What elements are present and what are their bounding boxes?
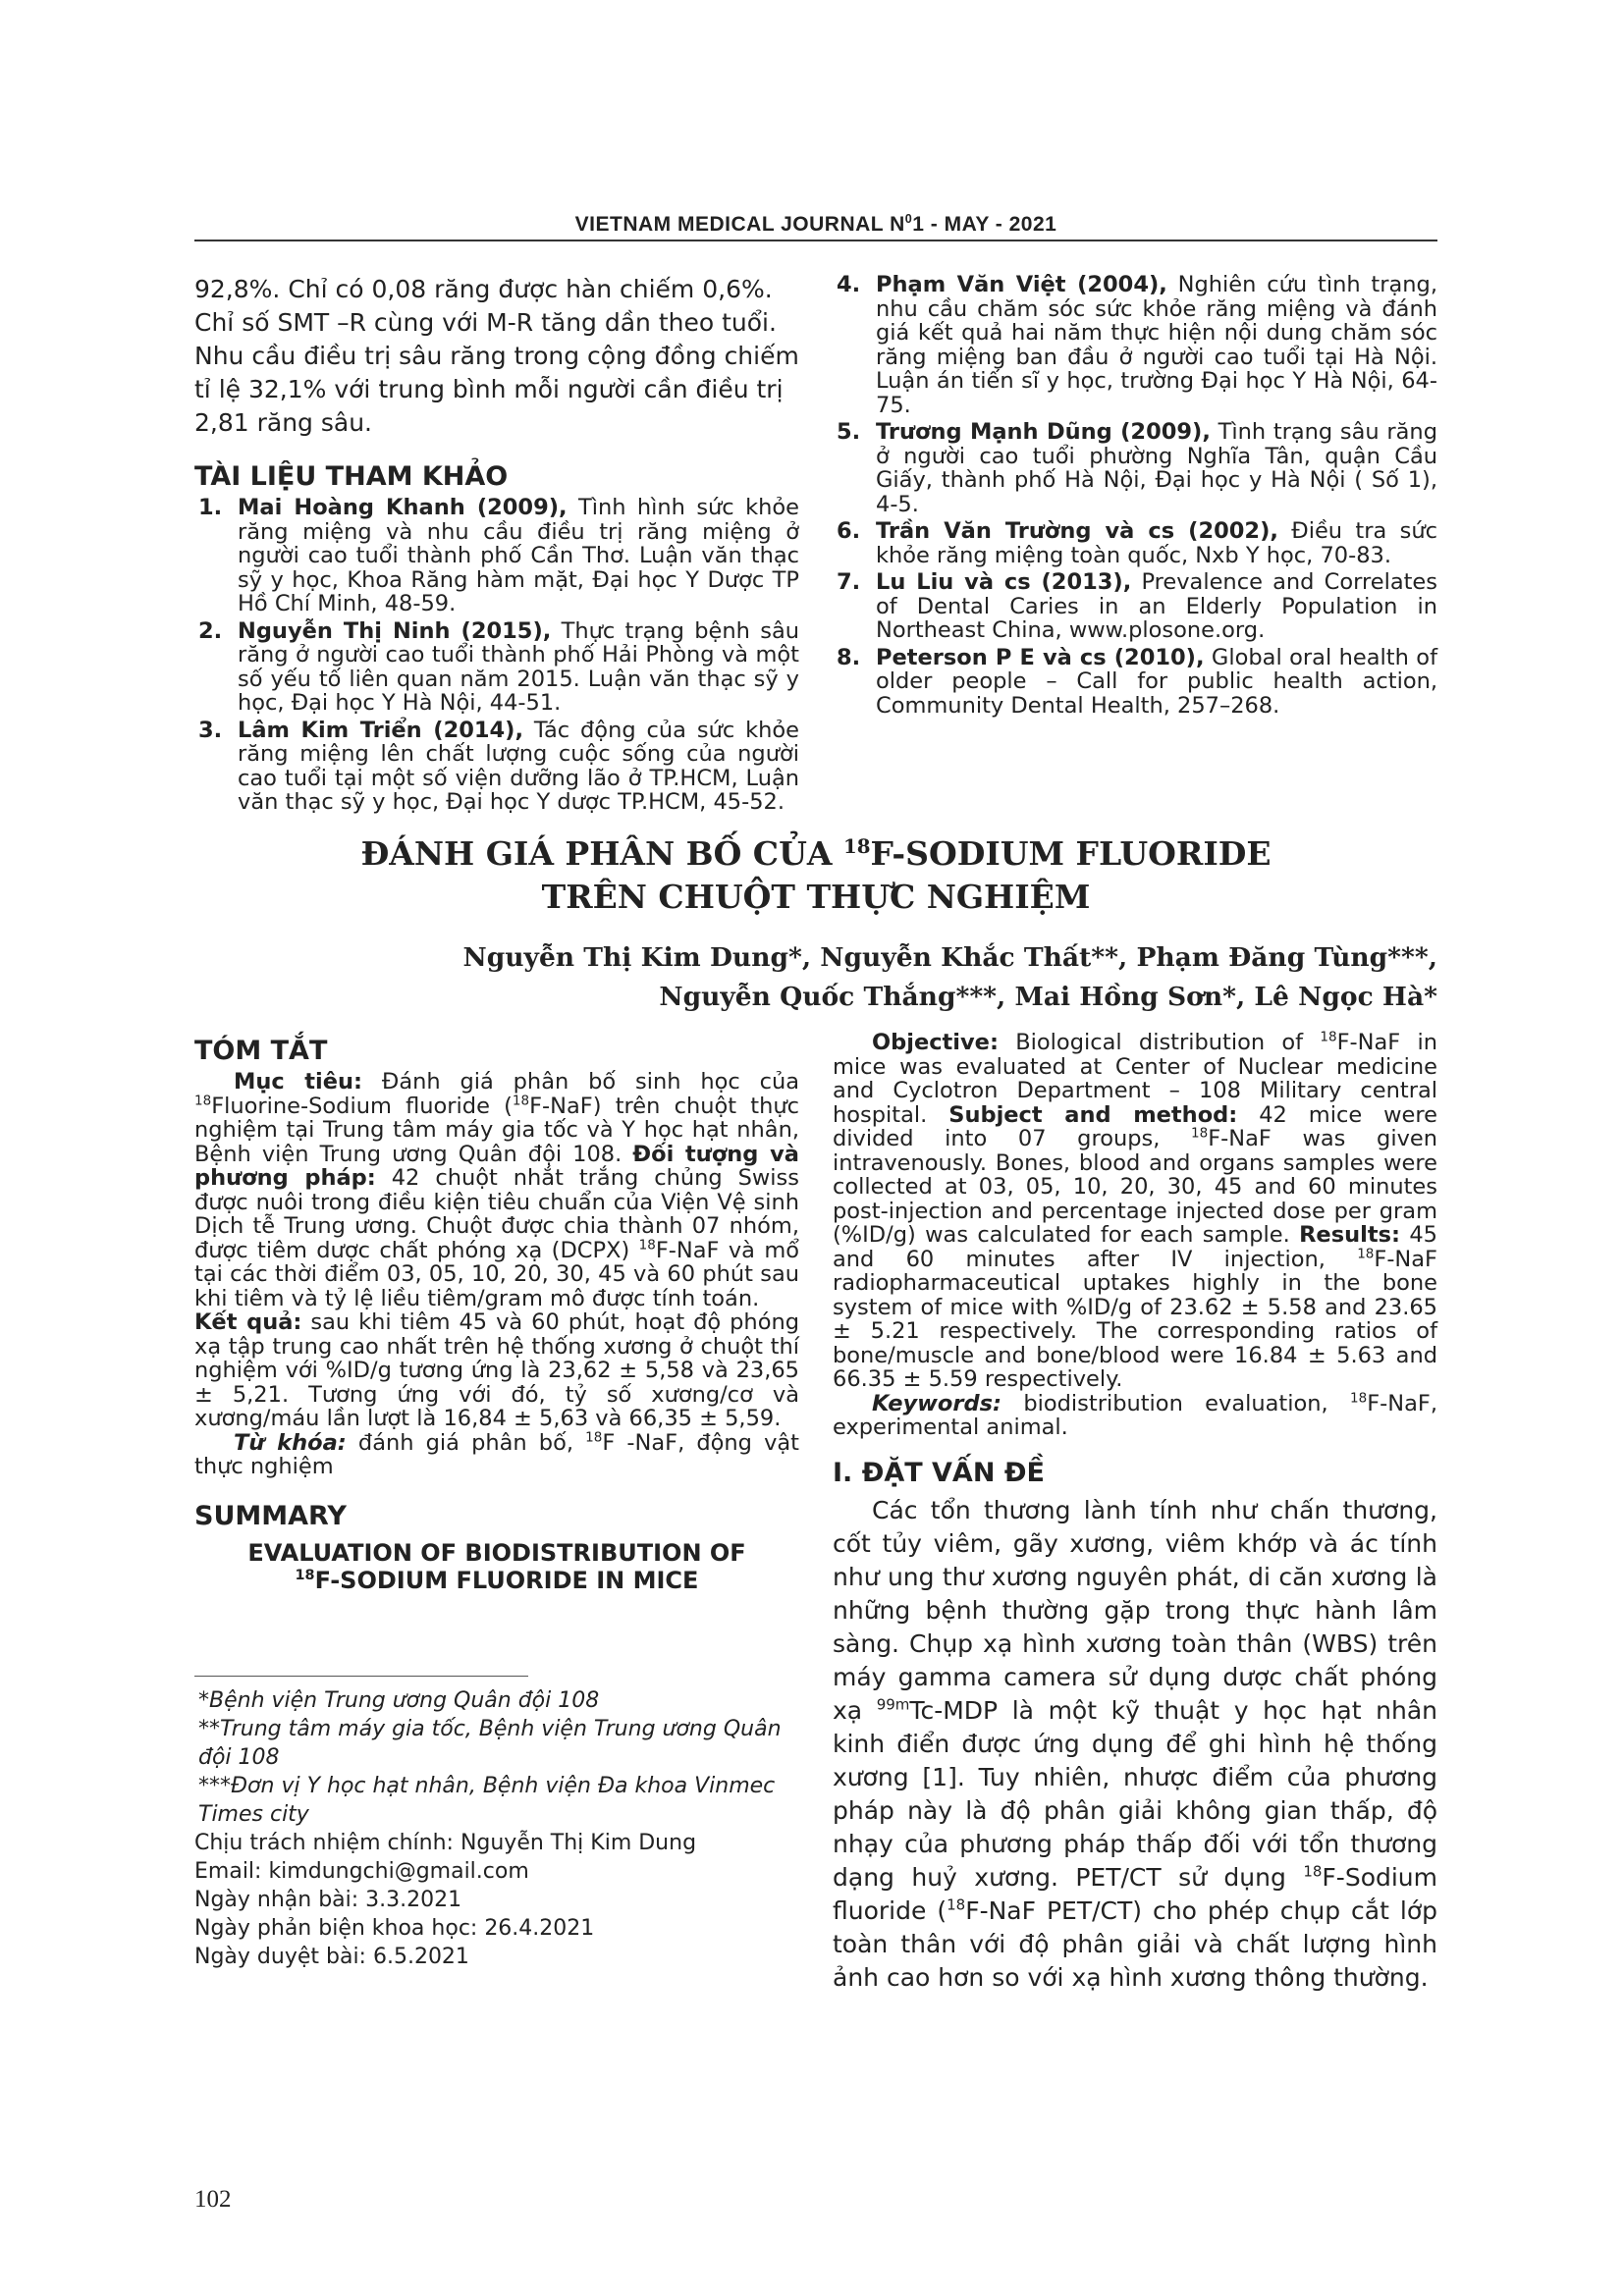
abstract-vi-body: Mục tiêu: Đánh giá phân bố sinh học của $^{18}$Fluorine-Sodium fluoride ($^{18}$F-NaF) trên chuột thực nghiệm tại Trung tâm máy gia tốc và Y học hạt nhân, Bệnh viện Trung ương Quân đội 108. Đối tượng và phương pháp: 42 chuột nhắt trắng chủng Swiss được nuôi trong điều kiện tiêu chuẩn của Viện Vệ sinh Dịch tễ Trung ương. Chuột được chia thành 07 nhóm, được tiêm dược chất phóng xạ (DCPX) $^{18}$F-NaF và mổ tại các thời điểm 03, 05, 10, 20, 30, 45 và 60 phút sau khi tiêm và tỷ lệ liều tiêm/gram mô được tính toán. Kết quả: sau khi tiêm 45 và 60 phút, hoạt độ phóng xạ tập trung cao nhất trên hệ thống xương ở chuột thí nghiệm với %ID/g tương ứng là 23,62 ± 5,58 và 23,65 ± 5,21. Tương ứng với đó, tỷ số xương/cơ và xương/máu lần lượt là 16,84 ± 5,63 và 66,35 ± 5,59. (194, 1069, 800, 1431)
contact-email: Email: kimdungchi@gmail.com (194, 1859, 529, 1884)
reference-item: 2. Nguyễn Thị Ninh (2015), Thực trạng bệnh sâu răng ở người cao tuổi thành phố Hải Phòng và một số yếu tố liên quan năm 2015. Luận văn thạc sỹ y học, Đại học Y Hà Nội, 44-51. (198, 617, 800, 716)
reference-item: 6. Trần Văn Trường và cs (2002), Điều tra sức khỏe răng miệng toàn quốc, Nxb Y học, 70-83. (837, 518, 1437, 568)
responsible-author: Chịu trách nhiệm chính: Nguyễn Thị Kim Dung (194, 1831, 697, 1855)
affiliation-2: **Trung tâm máy gia tốc, Bệnh viện Trung ương Quân đội 108 (198, 1717, 782, 1770)
article-title: ĐÁNH GIÁ PHÂN BỐ CỦA $^{18}$F-SODIUM FLUORIDE TRÊN CHUỘT THỰC NGHIỆM (360, 834, 1272, 916)
review-date: Ngày phản biện khoa học: 26.4.2021 (194, 1916, 595, 1941)
intro-paragraph: Các tổn thương lành tính như chấn thương, cốt tủy viêm, gãy xương, viêm khớp và ác tính như ung thư xương nguyên phát, di căn xương là những bệnh thường gặp trong thực hành lâm sàng. Chụp xạ hình xương toàn thân (WBS) trên máy gamma camera sử dụng dược chất phóng xạ $^{99m}$Tc-MDP là một kỹ thuật y học hạt nhân kinh điển được ứng dụng để ghi hình hệ thống xương [1]. Tuy nhiên, nhược điểm của phương pháp này là độ phân giải không gian thấp, độ nhạy của phương pháp thấp đối với tổn thương dạng huỷ xương. PET/CT sử dụng $^{18}$F-Sodium fluoride ($^{18}$F-NaF PET/CT) cho phép chụp cắt lớp toàn thân với độ phân giải và chất lượng hình ảnh cao hơn so với xạ hình xương thông thường. (833, 1495, 1437, 1992)
approval-date: Ngày duyệt bài: 6.5.2021 (194, 1945, 469, 1969)
reference-item: 4. Phạm Văn Việt (2004), Nghiên cứu tình trạng, nhu cầu chăm sóc sức khỏe răng miệng và đánh giá kết quả hai năm thực hiện nội dung chăm sóc răng miệng ban đầu ở người cao tuổi tại Hà Nội. Luận án tiến sĩ y học, trường Đại học Y Hà Nội, 64-75. (837, 272, 1437, 418)
reference-item: 8. Peterson P E và cs (2010), Global oral health of older people – Call for public health action, Community Dental Health, 257–268. (837, 644, 1437, 719)
received-date: Ngày nhận bài: 3.3.2021 (194, 1888, 462, 1912)
intro-heading: I. ĐẶT VẤN ĐỀ (833, 1457, 1045, 1488)
abstract-vi-keywords: Từ khóa: đánh giá phân bố, $^{18}$F -NaF, động vật thực nghiệm (194, 1429, 799, 1479)
reference-item: 7. Lu Liu và cs (2013), Prevalence and Correlates of Dental Caries in an Elderly Population in Northeast China, www.plosone.org. (837, 569, 1437, 643)
abstract-en-keywords: Keywords: biodistribution evaluation, $^{18}$F-NaF, experimental animal. (833, 1390, 1437, 1440)
abstract-en (833, 1031, 1437, 1995)
abstract-vi (194, 1036, 799, 1594)
affiliation-1: *Bệnh viện Trung ương Quân đội 108 (198, 1688, 600, 1713)
conclusion-tail: 92,8%. Chỉ có 0,08 răng được hàn chiếm 0,6%. Chỉ số SMT –R cùng với M-R tăng dần theo tuổi. Nhu cầu điều trị sâu răng trong cộng đồng chiếm tỉ lệ 32,1% với trung bình mỗi người cần điều trị 2,81 răng sâu. (194, 275, 799, 437)
reference-item: 3. Lâm Kim Triển (2014), Tác động của sức khỏe răng miệng lên chất lượng cuộc sống của người cao tuổi tại một số viện dưỡng lão ở TP.HCM, Luận văn thạc sỹ y học, Đại học Y dược TP.HCM, 45-52. (198, 717, 800, 815)
abstract-en-body: Objective: Biological distribution of $^{18}$F-NaF in mice was evaluated at Center of Nuclear medicine and Cyclotron Department – 108 Military central hospital. Subject and method: 42 mice were divided into 07 groups, $^{18}$F-NaF was given intravenously. Bones, blood and organs samples were collected at 03, 05, 10, 20, 30, 45 and 60 minutes post-injection and percentage injected dose per gram (%ID/g) was calculated for each sample. Results: 45 and 60 minutes after IV injection, $^{18}$F-NaF radiopharmaceutical uptakes highly in the bone system of mice with %ID/g of 23.62 ± 5.58 and 23.65 ± 5.21 respectively. The corresponding ratios of bone/muscle and bone/blood were 16.84 ± 5.63 and 66.35 ± 5.59 respectively. (833, 1029, 1437, 1392)
author-list: Nguyễn Thị Kim Dung*, Nguyễn Khắc Thất**, Phạm Đăng Tùng***, Nguyễn Quốc Thắng***, Mai Hồng Sơn*, Lê Ngọc Hà* (462, 942, 1437, 1012)
prev-article-left (194, 273, 799, 818)
reference-item: 1. Mai Hoàng Khanh (2009), Tình hình sức khỏe răng miệng và nhu cầu điều trị răng miệng ở người cao tuổi thành phố Cần Thơ. Luận văn thạc sỹ y học, Khoa Răng hàm mặt, Đại học Y Dược TP Hồ Chí Minh, 48-59. (198, 495, 799, 616)
summary-heading: SUMMARY (194, 1500, 347, 1531)
abstract-vi-heading: TÓM TẮT (194, 1036, 328, 1066)
footnotes (194, 1686, 799, 1971)
reference-item: 5. Trương Mạnh Dũng (2009), Tình trạng sâu răng ở người cao tuổi phường Nghĩa Tân, quận Cầu Giấy, thành phố Hà Nội, Đại học y Hà Nội ( Số 1), 4-5. (837, 419, 1437, 517)
footnote-rule (194, 1676, 528, 1677)
prev-article-right (833, 273, 1437, 721)
running-header: VIETNAM MEDICAL JOURNAL $N^01$ - MAY - 2021 (574, 212, 1057, 236)
page-number: 102 (194, 2186, 232, 2213)
summary-title: EVALUATION OF BIODISTRIBUTION OF $^{18}$F-SODIUM FLUORIDE IN MICE (247, 1538, 746, 1594)
header-rule (194, 240, 1437, 241)
affiliation-3: ***Đơn vị Y học hạt nhân, Bệnh viện Đa khoa Vinmec Times city (198, 1774, 776, 1827)
references-heading: TÀI LIỆU THAM KHẢO (194, 461, 509, 492)
